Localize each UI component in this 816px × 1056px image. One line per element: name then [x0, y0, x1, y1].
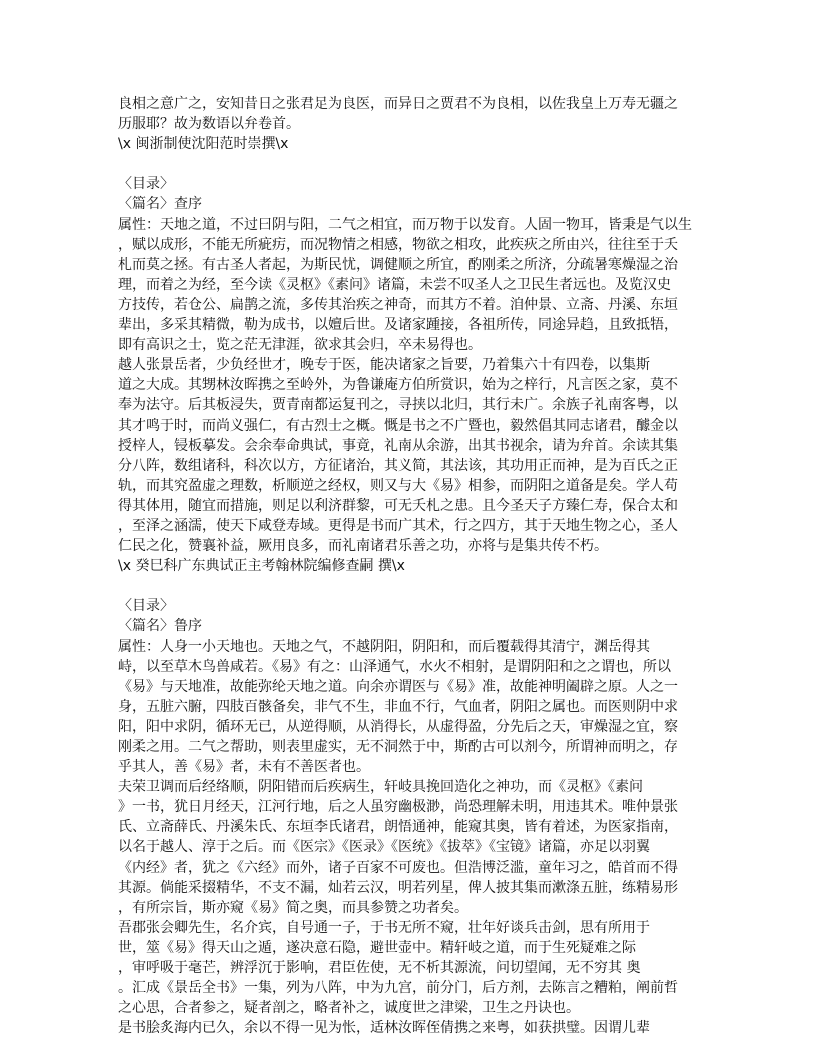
- blank-line: [118, 154, 758, 174]
- text-line: 《内经》者，犹之《六经》而外，诸子百家不可废也。但浩博泛滥，童年习之，皓首而不得: [118, 859, 678, 876]
- text-line: 氏、立斋薛氏、丹溪朱氏、东垣李氏诸君，朗悟通神，能窥其奥，皆有着述，为医家指南，: [118, 819, 678, 836]
- text-line: 乎其人，善《易》者，未有不善医者也。: [118, 759, 370, 776]
- text-line: 辈出，多采其精微，勒为成书，以嬗后世。及诸家踵接，各祖所传，同途异趋，且致抵牾，: [118, 317, 678, 334]
- chapter-title: 〈篇名〉鲁序: [118, 618, 202, 635]
- text-line: 夫荣卫调而后经络顺，阴阳错而后疾病生，轩岐具挽回造化之神功，而《灵枢》《素问: [118, 779, 643, 796]
- text-line: 阳，阳中求阴，循环无已，从逆得顺，从消得长，从虚得盈，分先后之天，审燥湿之宜，察: [118, 718, 678, 735]
- text-line: 是书脍炙海内已久，余以不得一见为怅，适林汝晖侄倩携之来粤，如获拱璧。因谓儿辈: [118, 1020, 650, 1037]
- text-line: 《易》与天地准，故能弥纶天地之道。向余亦谓医与《易》准，故能神明阖辟之原。人之一: [118, 678, 678, 695]
- toc-marker: 〈目录〉: [118, 598, 174, 615]
- text-line: 越人张景岳者，少负经世才，晚专于医，能决诸家之旨要，乃着集六十有四卷，以集斯: [118, 357, 650, 374]
- text-line: 以名于越人、淳于之后。而《医宗》《医录》《医统》《拔萃》《宝镜》诸篇，亦足以羽翼: [118, 839, 650, 856]
- text-line: 属性：人身一小天地也。天地之气，不越阴阳，阴阳和，而后覆载得其清宁，渊岳得其: [118, 638, 650, 655]
- text-line: 得其体用，随宜而措施，则足以利济群黎，可无夭札之患。且今圣天子方臻仁寿，保合太和: [118, 497, 678, 514]
- text-line: 奉为法守。后其板浸失，贾青南都运复刊之，寻挟以北归，其行未广。余族子礼南客粤，以: [118, 397, 678, 414]
- text-line: 世，筮《易》得天山之遁，遂决意石隐，避世壶中。精轩岐之道，而于生死疑难之际: [118, 939, 636, 956]
- text-line: 道之大成。其甥林汝晖携之至岭外，为鲁谦庵方伯所赏识，始为之梓行，凡言医之家，莫不: [118, 377, 678, 394]
- text-line: 札而莫之拯。有古圣人者起，为斯民忧，调健顺之所宜，酌刚柔之所济，分疏暑寒燥湿之治: [118, 256, 678, 273]
- text-line: 峙，以至草木鸟兽咸若。《易》有之：山泽通气，水火不相射，是谓阴阳和之之谓也，所以: [118, 658, 671, 675]
- text-line: 》一书，犹日月经天，江河行地，后之人虽穷幽极渺，尚恐理解未明，用违其术。唯仲景张: [118, 799, 678, 816]
- text-line: 之心思，合者参之，疑者剖之，略者补之，诚度世之津梁，卫生之丹诀也。: [118, 1000, 580, 1017]
- text-line: 属性：天地之道，不过曰阴与阳，二气之相宜，而万物于以发育。人固一物耳，皆秉是气以生: [118, 216, 692, 233]
- text-line: 其才鸣于时，而尚义强仁，有古烈士之概。慨是书之不广暨也，毅然倡其同志诸君，醵金以: [118, 417, 678, 434]
- text-line: 理，而着之为经，至今读《灵枢》《素问》诸篇，未尝不叹圣人之卫民生者远也。及览汉史: [118, 276, 671, 293]
- chapter-title: 〈篇名〉查序: [118, 196, 202, 213]
- text-line: ，审呼吸于毫芒，辨浮沉于影响，君臣佐使，无不析其源流，问切望闻，无不穷其 奥: [118, 960, 641, 977]
- text-line: 。汇成《景岳全书》一集，列为八阵，中为九宫，前分门，后方剂，去陈言之糟粕，阐前哲: [118, 980, 678, 997]
- text-line: 良相之意广之，安知昔日之张君足为良医，而异日之贾君不为良相，以佐我皇上万寿无疆之: [118, 96, 678, 112]
- text-line: 授梓人，锓板摹发。会余奉命典试，事竟，礼南从余游，出其书视余，请为弁首。余读其集: [118, 437, 678, 454]
- text-line: 轨，而其究盈虚之理数，析顺逆之经权，则又与大《易》相参，而阴阳之道备是矣。学人苟: [118, 477, 678, 494]
- author-signature: \x 癸巳科广东典试正主考翰林院编修查嗣 撰\x: [118, 558, 405, 575]
- document-page: [118, 94, 758, 1038]
- toc-marker: 〈目录〉: [118, 176, 174, 193]
- text-line: ，至泽之涵濡，使天下咸登寿域。更得是书而广其术，行之四方，其于天地生物之心，圣人: [118, 517, 678, 534]
- text-line: 仁民之化，赞襄补益，厥用良多，而礼南诸君乐善之功，亦将与是集共传不朽。: [118, 538, 608, 555]
- text-line: ，有所宗旨，斯亦窥《易》简之奥，而具参赞之功者矣。: [118, 899, 468, 916]
- text-line: 身，五脏六腑，四肢百骸备矣，非气不生，非血不行，气血者，阴阳之属也。而医则阴中求: [118, 698, 678, 715]
- text-line: 历服耶？故为数语以弁卷首。: [118, 116, 300, 133]
- text-line: 方技传，若仓公、扁鹊之流，多传其治疾之神奇，而其方不着。洎仲景、立斋、丹溪、东垣: [118, 296, 678, 313]
- text-line: 分八阵，数组诸科，科次以方，方征诸治，其义简，其法该，其功用正而神，是为百氏之正: [118, 457, 678, 474]
- text-line: 即有高识之士，览之茫无津涯，欲求其会归，卒未易得也。: [118, 337, 482, 354]
- blank-line: [118, 576, 758, 596]
- text-line: 刚柔之用。二气之帮助，则表里虚实，无不洞然于中，斯酌古可以剂今，所谓神而明之，存: [118, 739, 678, 755]
- text-line: 其源。倘能采掇精华，不支不漏，灿若云汉，明若列星，俾人披其集而漱涤五脏，练精易形: [118, 879, 678, 896]
- text-line: ，赋以成形，不能无所疵疠，而况物情之相感，物欲之相攻，此疾疢之所由兴，往往至于夭: [118, 236, 678, 253]
- author-signature: \x 闽浙制使沈阳范时崇撰\x: [118, 136, 289, 153]
- text-line: 吾郡张会卿先生，名介宾，自号通一子，于书无所不窥，壮年好谈兵击剑，思有所用于: [118, 919, 650, 936]
